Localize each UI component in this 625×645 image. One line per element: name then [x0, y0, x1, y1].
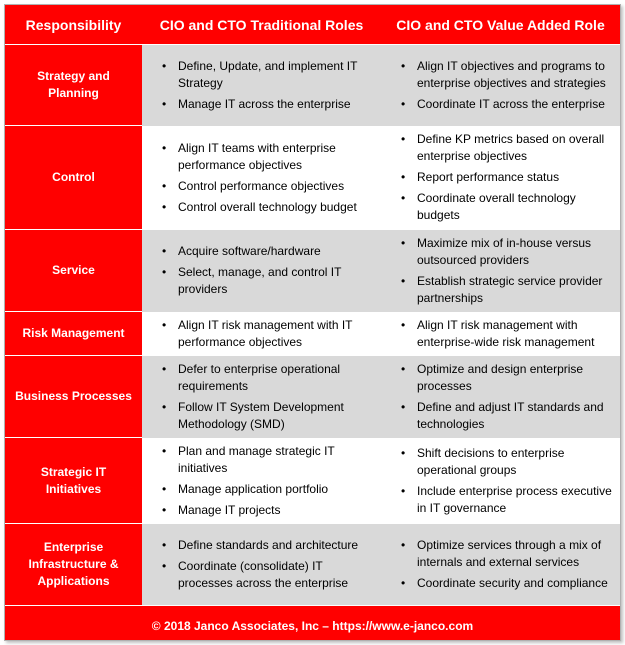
traditional-roles-cell: [142, 438, 381, 524]
responsibility-cell: Enterprise Infrastructure & Applications: [5, 524, 142, 606]
list-item-text: Align IT objectives and programs to enterprise objectives and strategies: [417, 58, 606, 90]
responsibility-cell: Control: [5, 126, 142, 230]
list-item: [142, 481, 375, 498]
list-item-text: Defer to enterprise operational requirements: [178, 361, 341, 393]
list-item: [381, 273, 614, 307]
list-item-text: Include enterprise process executive in IT governance: [417, 483, 612, 515]
list-item: [381, 235, 614, 269]
responsibility-cell: Business Processes: [5, 356, 142, 438]
list-item-text: Acquire software/hardware: [178, 244, 321, 258]
bullet-list: [142, 361, 375, 433]
bullet-icon: •: [162, 96, 167, 111]
list-item-text: Control overall technology budget: [178, 199, 357, 214]
list-item-text: Follow IT System Development Methodology (SMD): [178, 399, 344, 431]
list-item-text: Manage IT across the enterprise: [178, 96, 351, 111]
traditional-roles-cell: [142, 45, 381, 126]
list-item-text: Select, manage, and control IT providers: [178, 265, 342, 296]
traditional-roles-cell: [142, 312, 381, 356]
bullet-list: [381, 58, 614, 113]
list-item: [381, 96, 614, 113]
bullet-icon: •: [401, 575, 406, 590]
bullet-icon: •: [162, 481, 167, 496]
list-item: [381, 399, 614, 433]
table-row: [5, 126, 620, 230]
list-item-text: Establish strategic service provider partnerships: [417, 273, 603, 305]
bullet-icon: •: [162, 443, 167, 458]
bullet-list: [142, 317, 375, 351]
bullet-list: [381, 317, 614, 351]
list-item: [142, 399, 375, 433]
bullet-icon: •: [162, 199, 167, 214]
list-item: [142, 96, 375, 113]
value-added-role-cell: [381, 126, 620, 230]
bullet-icon: •: [401, 537, 406, 552]
bullet-list: [381, 537, 614, 592]
list-item-text: Align IT risk management with enterprise-wide risk management: [417, 317, 595, 349]
bullet-icon: •: [401, 273, 406, 288]
bullet-list: [142, 58, 375, 113]
bullet-list: [381, 361, 614, 433]
list-item-text: Coordinate security and compliance: [417, 575, 608, 590]
list-item-text: Plan and manage strategic IT initiatives: [178, 443, 335, 475]
table-row: [5, 356, 620, 438]
bullet-icon: •: [401, 170, 406, 184]
bullet-icon: •: [162, 399, 167, 414]
list-item: [142, 58, 375, 92]
responsibility-cell: Service: [5, 230, 142, 312]
bullet-icon: •: [162, 178, 167, 193]
bullet-icon: •: [162, 361, 167, 376]
bullet-list: [142, 537, 375, 592]
list-item: [381, 361, 614, 395]
bullet-icon: •: [401, 361, 406, 376]
list-item-text: Coordinate (consolidate) IT processes across the enterprise: [178, 558, 349, 590]
list-item-text: Align IT risk management with IT performance objectives: [178, 317, 353, 349]
footer-row: [5, 606, 620, 642]
bullet-icon: •: [162, 317, 167, 332]
value-added-role-cell: [381, 312, 620, 356]
list-item-text: Define standards and architecture: [178, 537, 359, 552]
list-item-text: Optimize and design enterprise processes: [417, 361, 584, 393]
list-item: [142, 361, 375, 395]
value-added-role-cell: [381, 356, 620, 438]
list-item-text: Coordinate overall technology budgets: [417, 191, 576, 222]
bullet-icon: •: [401, 317, 406, 332]
list-item-text: Shift decisions to enterprise operational groups: [417, 445, 565, 477]
value-added-role-cell: [381, 438, 620, 524]
list-item: [381, 445, 614, 479]
bullet-list: [381, 445, 614, 517]
bullet-icon: •: [401, 483, 406, 498]
table-body: [5, 45, 620, 606]
list-item: [381, 537, 614, 571]
bullet-list: [142, 443, 375, 519]
list-item: [381, 131, 614, 165]
responsibility-cell: Strategy and Planning: [5, 45, 142, 126]
list-item: [142, 140, 375, 174]
list-item: [381, 483, 614, 517]
bullet-list: [142, 243, 375, 298]
bullet-icon: •: [401, 399, 406, 414]
header-traditional-roles: CIO and CTO Traditional Roles: [142, 5, 381, 45]
list-item: [381, 169, 614, 186]
table-row: [5, 45, 620, 126]
header-row: [5, 5, 620, 45]
list-item: [381, 317, 614, 351]
bullet-icon: •: [162, 140, 167, 155]
list-item: [381, 58, 614, 92]
bullet-icon: •: [401, 191, 406, 205]
bullet-icon: •: [401, 445, 406, 460]
list-item-text: Coordinate IT across the enterprise: [417, 96, 605, 111]
list-item: [142, 199, 375, 216]
list-item: [142, 264, 375, 298]
responsibility-cell: Strategic IT Initiatives: [5, 438, 142, 524]
value-added-role-cell: [381, 524, 620, 606]
header-responsibility: Responsibility: [5, 5, 142, 45]
list-item: [142, 178, 375, 195]
list-item: [142, 443, 375, 477]
list-item: [381, 190, 614, 224]
bullet-icon: •: [401, 132, 406, 146]
bullet-icon: •: [162, 265, 167, 279]
table-row: [5, 312, 620, 356]
list-item-text: Report performance status: [417, 170, 560, 184]
list-item: [142, 243, 375, 260]
bullet-icon: •: [162, 58, 167, 73]
bullet-icon: •: [162, 558, 167, 573]
table-row: [5, 230, 620, 312]
bullet-list: [381, 235, 614, 307]
traditional-roles-cell: [142, 356, 381, 438]
bullet-icon: •: [401, 96, 406, 111]
bullet-icon: •: [162, 537, 167, 552]
list-item-text: Maximize mix of in-house versus outsourced providers: [417, 235, 592, 267]
roles-table: [5, 5, 620, 641]
traditional-roles-cell: [142, 524, 381, 606]
list-item: [142, 537, 375, 554]
bullet-list: [142, 140, 375, 216]
list-item-text: Define and adjust IT standards and technologies: [417, 399, 604, 431]
list-item-text: Manage IT projects: [178, 502, 281, 517]
responsibility-cell: Risk Management: [5, 312, 142, 356]
bullet-list: [381, 131, 614, 224]
traditional-roles-cell: [142, 230, 381, 312]
bullet-icon: •: [162, 502, 167, 517]
list-item-text: Define, Update, and implement IT Strategy: [178, 58, 358, 90]
list-item: [142, 317, 375, 351]
bullet-icon: •: [162, 244, 167, 258]
bullet-icon: •: [401, 235, 406, 250]
roles-table-frame: [4, 4, 621, 641]
copyright-footer: © 2018 Janco Associates, Inc – https://www.e-janco.com: [5, 606, 620, 642]
list-item-text: Define KP metrics based on overall enterprise objectives: [417, 132, 605, 163]
table-row: [5, 524, 620, 606]
list-item-text: Control performance objectives: [178, 178, 345, 193]
list-item: [142, 502, 375, 519]
header-value-added-role: CIO and CTO Value Added Role: [381, 5, 620, 45]
table-row: [5, 438, 620, 524]
list-item: [142, 558, 375, 592]
value-added-role-cell: [381, 45, 620, 126]
list-item-text: Manage application portfolio: [178, 481, 329, 496]
traditional-roles-cell: [142, 126, 381, 230]
list-item-text: Optimize services through a mix of internals and external services: [417, 537, 602, 569]
list-item-text: Align IT teams with enterprise performance objectives: [178, 140, 336, 172]
value-added-role-cell: [381, 230, 620, 312]
bullet-icon: •: [401, 58, 406, 73]
list-item: [381, 575, 614, 592]
